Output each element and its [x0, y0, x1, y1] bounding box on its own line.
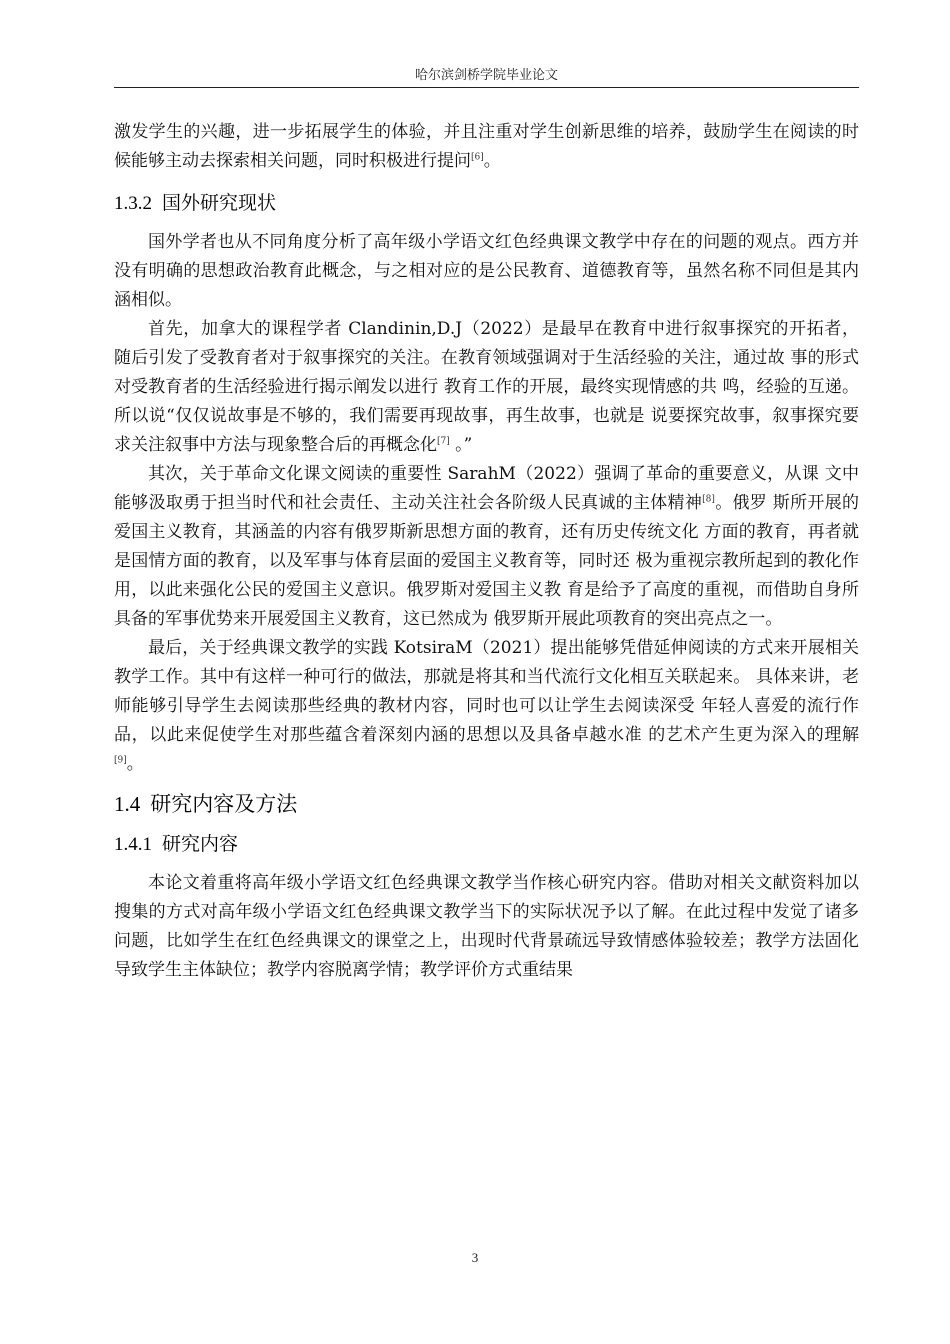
paragraph-finally: 最后，关于经典课文教学的实践 KotsiraM（2021）提出能够凭借延伸阅读的方式来开展相关教学工作。其中有这样一种可行的做法，那就是将其和当代流行文化相互关联起来。 具体来讲，老师能够引导学生去阅读那些经典的教材内容，同时也可以让学生去阅读深受 年轻人喜爱的流行作品，以此来促使学生对那些蕴含着深刻内涵的思想以及具备卓越水准 的艺术产生更为深入的理解[9]。 [114, 638, 859, 774]
citation-8: [8] [702, 494, 715, 505]
paragraph-second: 其次，关于革命文化课文阅读的重要性 SarahM（2022）强调了革命的重要意义，从课 文中能够汲取勇于担当时代和社会责任、主动关注社会各阶级人民真诚的主体精神[8]。俄罗 斯所开展的爱国主义教育，其涵盖的内容有俄罗斯新思想方面的教育，还有历史传统文化 方面的教育，再者就是国情方面的教育，以及军事与体育层面的爱国主义教育等，同时还 极为重视宗教所起到的教化作用，以此来强化公民的爱国主义意识。俄罗斯对爱国主义教 育是给予了高度的重视，而借助自身所具备的军事优势来开展爱国主义教育，这已然成为 俄罗斯开展此项教育的突出亮点之一。 [114, 464, 859, 629]
paragraph-continuation: 激发学生的兴趣，进一步拓展学生的体验，并且注重对学生创新思维的培养，鼓励学生在阅读的时候能够主动去探索相关问题，同时积极进行提问[6]。 [114, 122, 859, 171]
page-body [114, 118, 859, 985]
section-heading-1-3-2: 1.3.2 国外研究现状 [114, 192, 277, 214]
section-heading-1-4-1: 1.4.1 研究内容 [114, 833, 239, 855]
citation-6: [6] [471, 152, 484, 163]
section-heading-1-4: 1.4 研究内容及方法 [114, 792, 298, 816]
citation-7: [7] [437, 436, 450, 447]
citation-9: [9] [114, 755, 127, 766]
paragraph-first: 首先，加拿大的课程学者 Clandinin,D.J（2022）是最早在教育中进行叙事探究的开拓者， 随后引发了受教育者对于叙事探究的关注。在教育领域强调对于生活经验的关注，通过故 事的形式对受教育者的生活经验进行揭示阐发以进行 教育工作的开展，最终实现情感的共 鸣，经验的互递。所以说“仅仅说故事是不够的，我们需要再现故事，再生故事，也就是 说要探究故事，叙事探究要求关注叙事中方法与现象整合后的再概念化[7] 。” [114, 319, 859, 455]
paragraph-foreign-intro: 国外学者也从不同角度分析了高年级小学语文红色经典课文教学中存在的问题的观点。西方并没有明确的思想政治教育此概念，与之相对应的是公民教育、道德教育等，虽然名称不同但是其内涵相似。 [114, 232, 859, 310]
header-rule [114, 87, 859, 88]
page-number: 3 [471, 1250, 479, 1265]
running-header: 哈尔滨剑桥学院毕业论文 [414, 68, 558, 83]
paragraph-research-content: 本论文着重将高年级小学语文红色经典课文教学当作核心研究内容。借助对相关文献资料加以搜集的方式对高年级小学语文红色经典课文教学当下的实际状况予以了解。在此过程中发觉了诸多问题，比如学生在红色经典课文的课堂之上，出现时代背景疏远导致情感体验较差；教学方法固化导致学生主体缺位；教学内容脱离学情；教学评价方式重结果 [114, 873, 859, 980]
